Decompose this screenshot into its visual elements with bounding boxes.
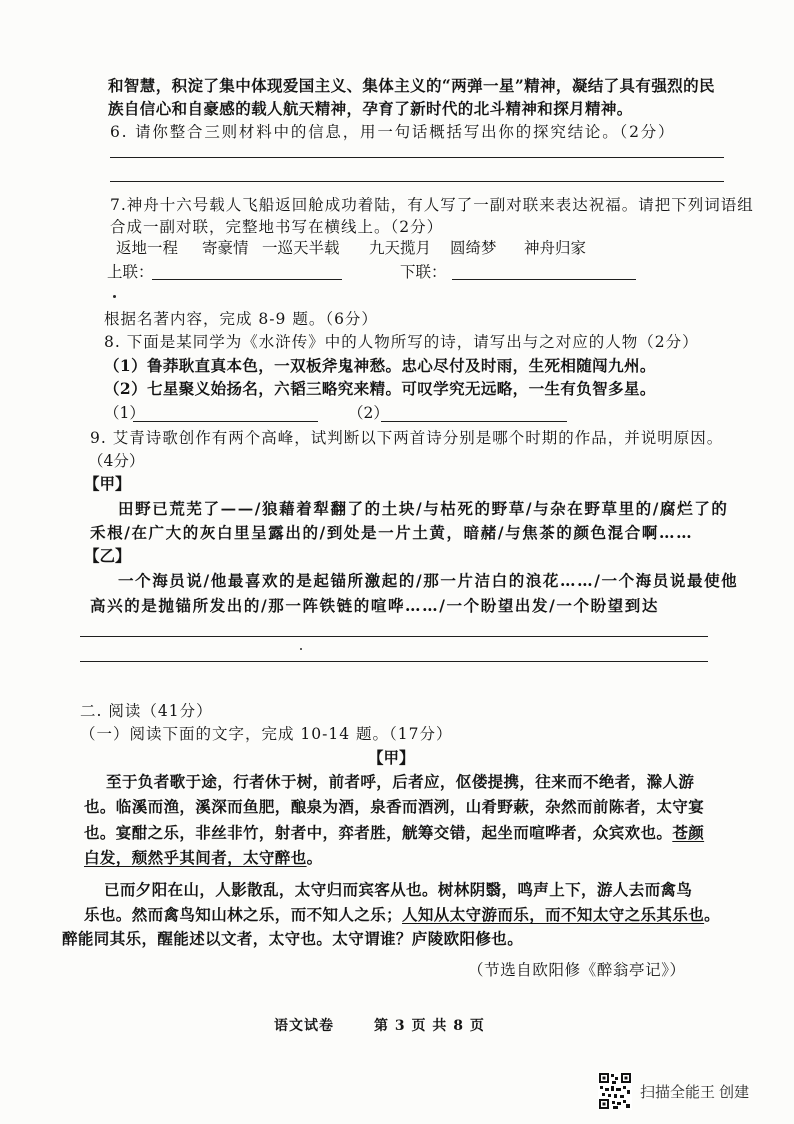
passage-text: 。 xyxy=(306,848,323,867)
poem-b-tag: 【乙】 xyxy=(84,546,131,565)
passage-source: （节选自欧阳修《醉翁亭记》） xyxy=(468,961,686,979)
lower-couplet-label: 下联： xyxy=(400,263,447,281)
material-line: 族自信心和自豪感的载人航天精神，孕育了新时代的北斗精神和探月精神。 xyxy=(108,99,633,118)
upper-couplet-label: 上联： xyxy=(107,263,154,281)
underlined-sentence: 苍颜 xyxy=(672,823,705,842)
passage-line: 也。临溪而渔，溪深而鱼肥，酿泉为酒，泉香而酒洌，山肴野蔌，杂然而前陈者，太守宴 xyxy=(84,797,705,816)
classics-intro: 根据名著内容，完成 8-9 题。（6分） xyxy=(104,310,378,328)
upper-couplet-blank xyxy=(152,279,342,280)
couplet-word: 神舟归家 xyxy=(524,239,587,257)
question-6-prompt: 6. 请你整合三则材料中的信息，用一句话概括写出你的探究结论。（2分） xyxy=(110,123,676,141)
answer-label-1: （1） xyxy=(104,404,145,422)
underlined-sentence: 白发，颓然乎其间者，太守醉也 xyxy=(84,848,307,867)
answer-line xyxy=(110,157,724,158)
scan-speck xyxy=(113,295,116,298)
scanner-watermark-text: 扫描全能王 创建 xyxy=(640,1084,750,1101)
answer-label-2: （2） xyxy=(348,404,389,422)
material-line: 和智慧，积淀了集中体现爱国主义、集体主义的“两弹一星”精神，凝结了具有强烈的民 xyxy=(108,76,715,95)
answer-line xyxy=(80,636,708,637)
section-title: 二. 阅读（41分） xyxy=(80,702,213,720)
passage-text: 。 xyxy=(704,905,721,924)
scan-speck xyxy=(300,648,302,650)
question-9-prompt: 9. 艾青诗歌创作有两个高峰，试判断以下两首诗分别是哪个时期的作品，并说明原因。 xyxy=(90,429,724,447)
answer-line xyxy=(110,181,724,182)
passage-line: 已而夕阳在山，人影散乱，太守归而宾客从也。树林阴翳，鸣声上下，游人去而禽鸟 xyxy=(104,880,693,899)
footer-page-number: 第 3 页 共 8 页 xyxy=(374,1018,485,1034)
passage-line xyxy=(84,822,704,844)
part-title: （一）阅读下面的文字，完成 10-14 题。（17分） xyxy=(80,725,453,743)
question-8-poem: （1）鲁莽耿直真本色，一双板斧鬼神愁。忠心尽付及时雨，生死相随闯九州。 xyxy=(104,356,656,375)
question-9-points: （4分） xyxy=(88,452,145,470)
passage-line xyxy=(84,847,323,869)
question-7-prompt: 7.神舟十六号载人飞船返回舱成功着陆，有人写了一副对联来表达祝福。请把下列词语组 xyxy=(110,196,754,214)
couplet-word: 圆绮梦 xyxy=(450,239,497,257)
couplet-word: 寄豪情 xyxy=(202,239,249,257)
poem-b-line: 高兴的是抛锚所发出的/那一阵铁链的喧哗……/一个盼望出发/一个盼望到达 xyxy=(90,596,659,615)
question-8-prompt: 8. 下面是某同学为《水浒传》中的人物所写的诗，请写出与之对应的人物（2分） xyxy=(104,333,699,351)
footer-subject: 语文试卷 xyxy=(274,1018,334,1034)
question-7-prompt: 合成一副对联，完整地书写在横线上。（2分） xyxy=(110,218,444,236)
passage-text: 乐也。然而禽鸟知山林之乐，而不知人之乐； xyxy=(84,905,403,924)
poem-a-tag: 【甲】 xyxy=(84,474,131,493)
passage-tag: 【甲】 xyxy=(368,748,415,767)
couplet-word: 返地一程 xyxy=(116,239,179,257)
poem-a-line: 田野已荒芜了——/狼藉着犁翻了的土块/与枯死的野草/与杂在野草里的/腐烂了的 xyxy=(118,499,729,518)
couplet-word: 一巡天半载 xyxy=(262,239,340,257)
answer-blank-2 xyxy=(381,421,567,422)
couplet-word: 九天揽月 xyxy=(369,239,432,257)
poem-a-line: 禾根/在广大的灰白里呈露出的/到处是一片土黄，暗赭/与焦茶的颜色混合啊…… xyxy=(90,523,694,542)
passage-line: 醉能同其乐，醒能述以文者，太守也。太守谓谁？庐陵欧阳修也。 xyxy=(62,929,524,948)
passage-text: 也。宴酣之乐，非丝非竹，射者中，弈者胜，觥筹交错，起坐而喧哗者，众宾欢也。 xyxy=(84,823,673,842)
question-8-poem: （2）七星聚义始扬名，六韬三略究来精。可叹学究无远略，一生有负智多星。 xyxy=(104,379,656,398)
underlined-sentence: 人知从太守游而乐，而不知太守之乐其乐也 xyxy=(402,905,705,924)
qr-code-icon xyxy=(598,1072,632,1110)
poem-b-line: 一个海员说/他最喜欢的是起锚所激起的/那一片洁白的浪花……/一个海员说最使他 xyxy=(118,571,739,590)
lower-couplet-blank xyxy=(452,279,636,280)
passage-line xyxy=(84,904,720,926)
answer-blank-1 xyxy=(133,421,318,422)
passage-line: 至于负者歌于途，行者休于树，前者呼，后者应，伛偻提携，往来而不绝者，滁人游 xyxy=(106,772,695,791)
answer-line xyxy=(80,661,708,662)
